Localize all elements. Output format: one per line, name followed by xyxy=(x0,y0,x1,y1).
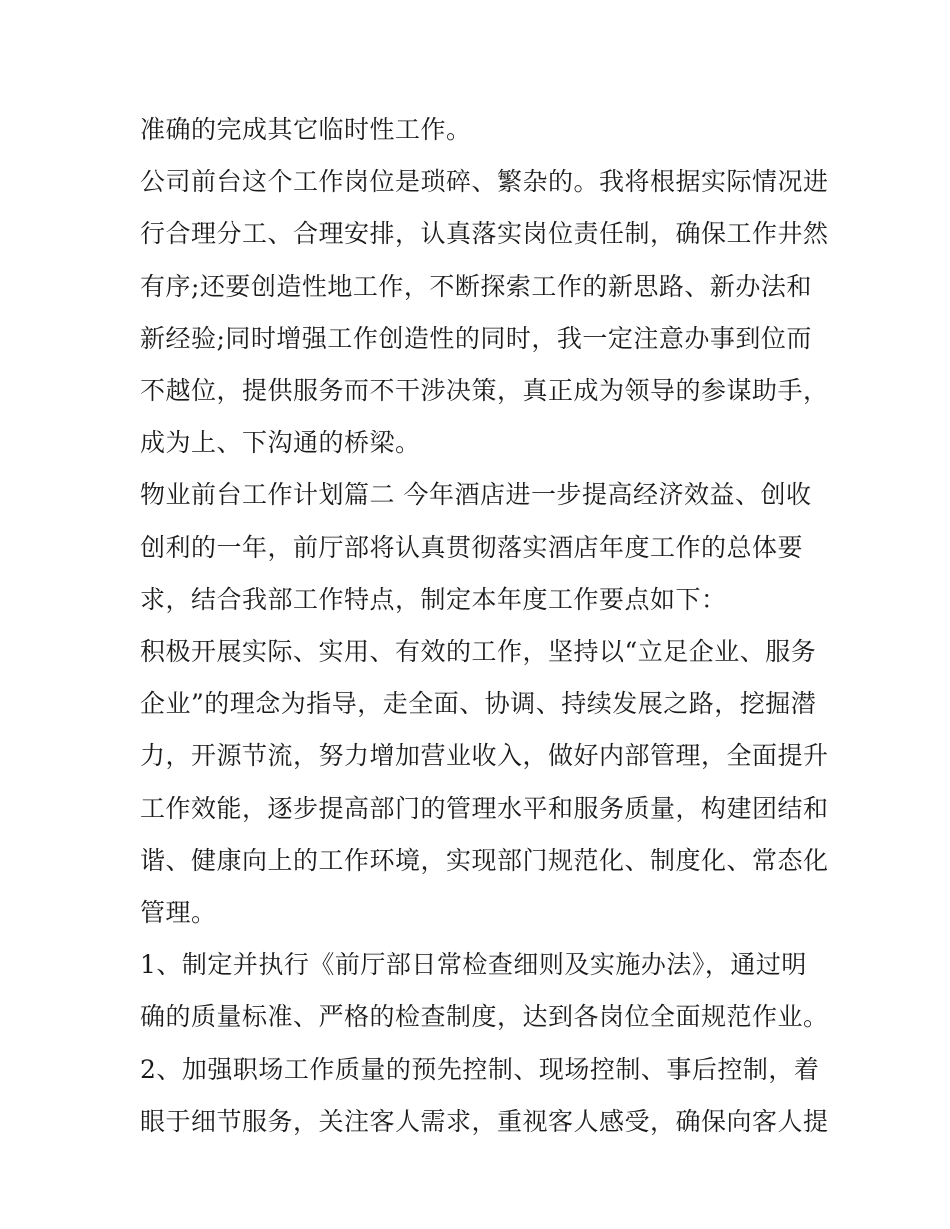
text-line: 2、加强职场工作质量的预先控制、现场控制、事后控制，着 xyxy=(140,1054,820,1084)
text-line: 行合理分工、合理安排，认真落实岗位责任制，确保工作井然 xyxy=(140,219,829,249)
text-line: 成为上、下沟通的桥梁。 xyxy=(140,428,421,458)
text-line: 眼于细节服务，关注客人需求，重视客人感受，确保向客人提 xyxy=(140,1106,829,1136)
text-line: 积极开展实际、实用、有效的工作，坚持以“立足企业、服务 xyxy=(140,637,817,667)
text-line: 创利的一年，前厅部将认真贯彻落实酒店年度工作的总体要 xyxy=(140,532,804,562)
text-line: 公司前台这个工作岗位是琐碎、繁杂的。我将根据实际情况进 xyxy=(140,167,829,197)
text-line: 谐、健康向上的工作环境，实现部门规范化、制度化、常态化 xyxy=(140,845,829,875)
text-line: 管理。 xyxy=(140,898,217,928)
text-line: 不越位，提供服务而不干涉决策，真正成为领导的参谋助手， xyxy=(140,376,829,406)
text-line: 力，开源节流，努力增加营业收入，做好内部管理，全面提升 xyxy=(140,741,829,771)
text-line: 1、制定并执行《前厅部日常检查细则及实施办法》，通过明 xyxy=(140,950,807,980)
text-line: 确的质量标准、严格的检查制度，达到各岗位全面规范作业。 xyxy=(140,1002,829,1032)
text-line: 有序;还要创造性地工作，不断探索工作的新思路、新办法和 xyxy=(140,271,812,301)
text-line: 新经验;同时增强工作创造性的同时，我一定注意办事到位而 xyxy=(140,323,812,353)
text-line: 物业前台工作计划篇二 今年酒店进一步提高经济效益、创收 xyxy=(140,480,812,510)
text-line: 企业”的理念为指导，走全面、协调、持续发展之路，挖掘潜 xyxy=(140,689,817,719)
text-line: 工作效能，逐步提高部门的管理水平和服务质量，构建团结和 xyxy=(140,793,829,823)
text-line: 准确的完成其它临时性工作。 xyxy=(140,115,472,144)
document-body xyxy=(140,104,829,1148)
text-line: 求，结合我部工作特点，制定本年度工作要点如下： xyxy=(140,584,727,614)
